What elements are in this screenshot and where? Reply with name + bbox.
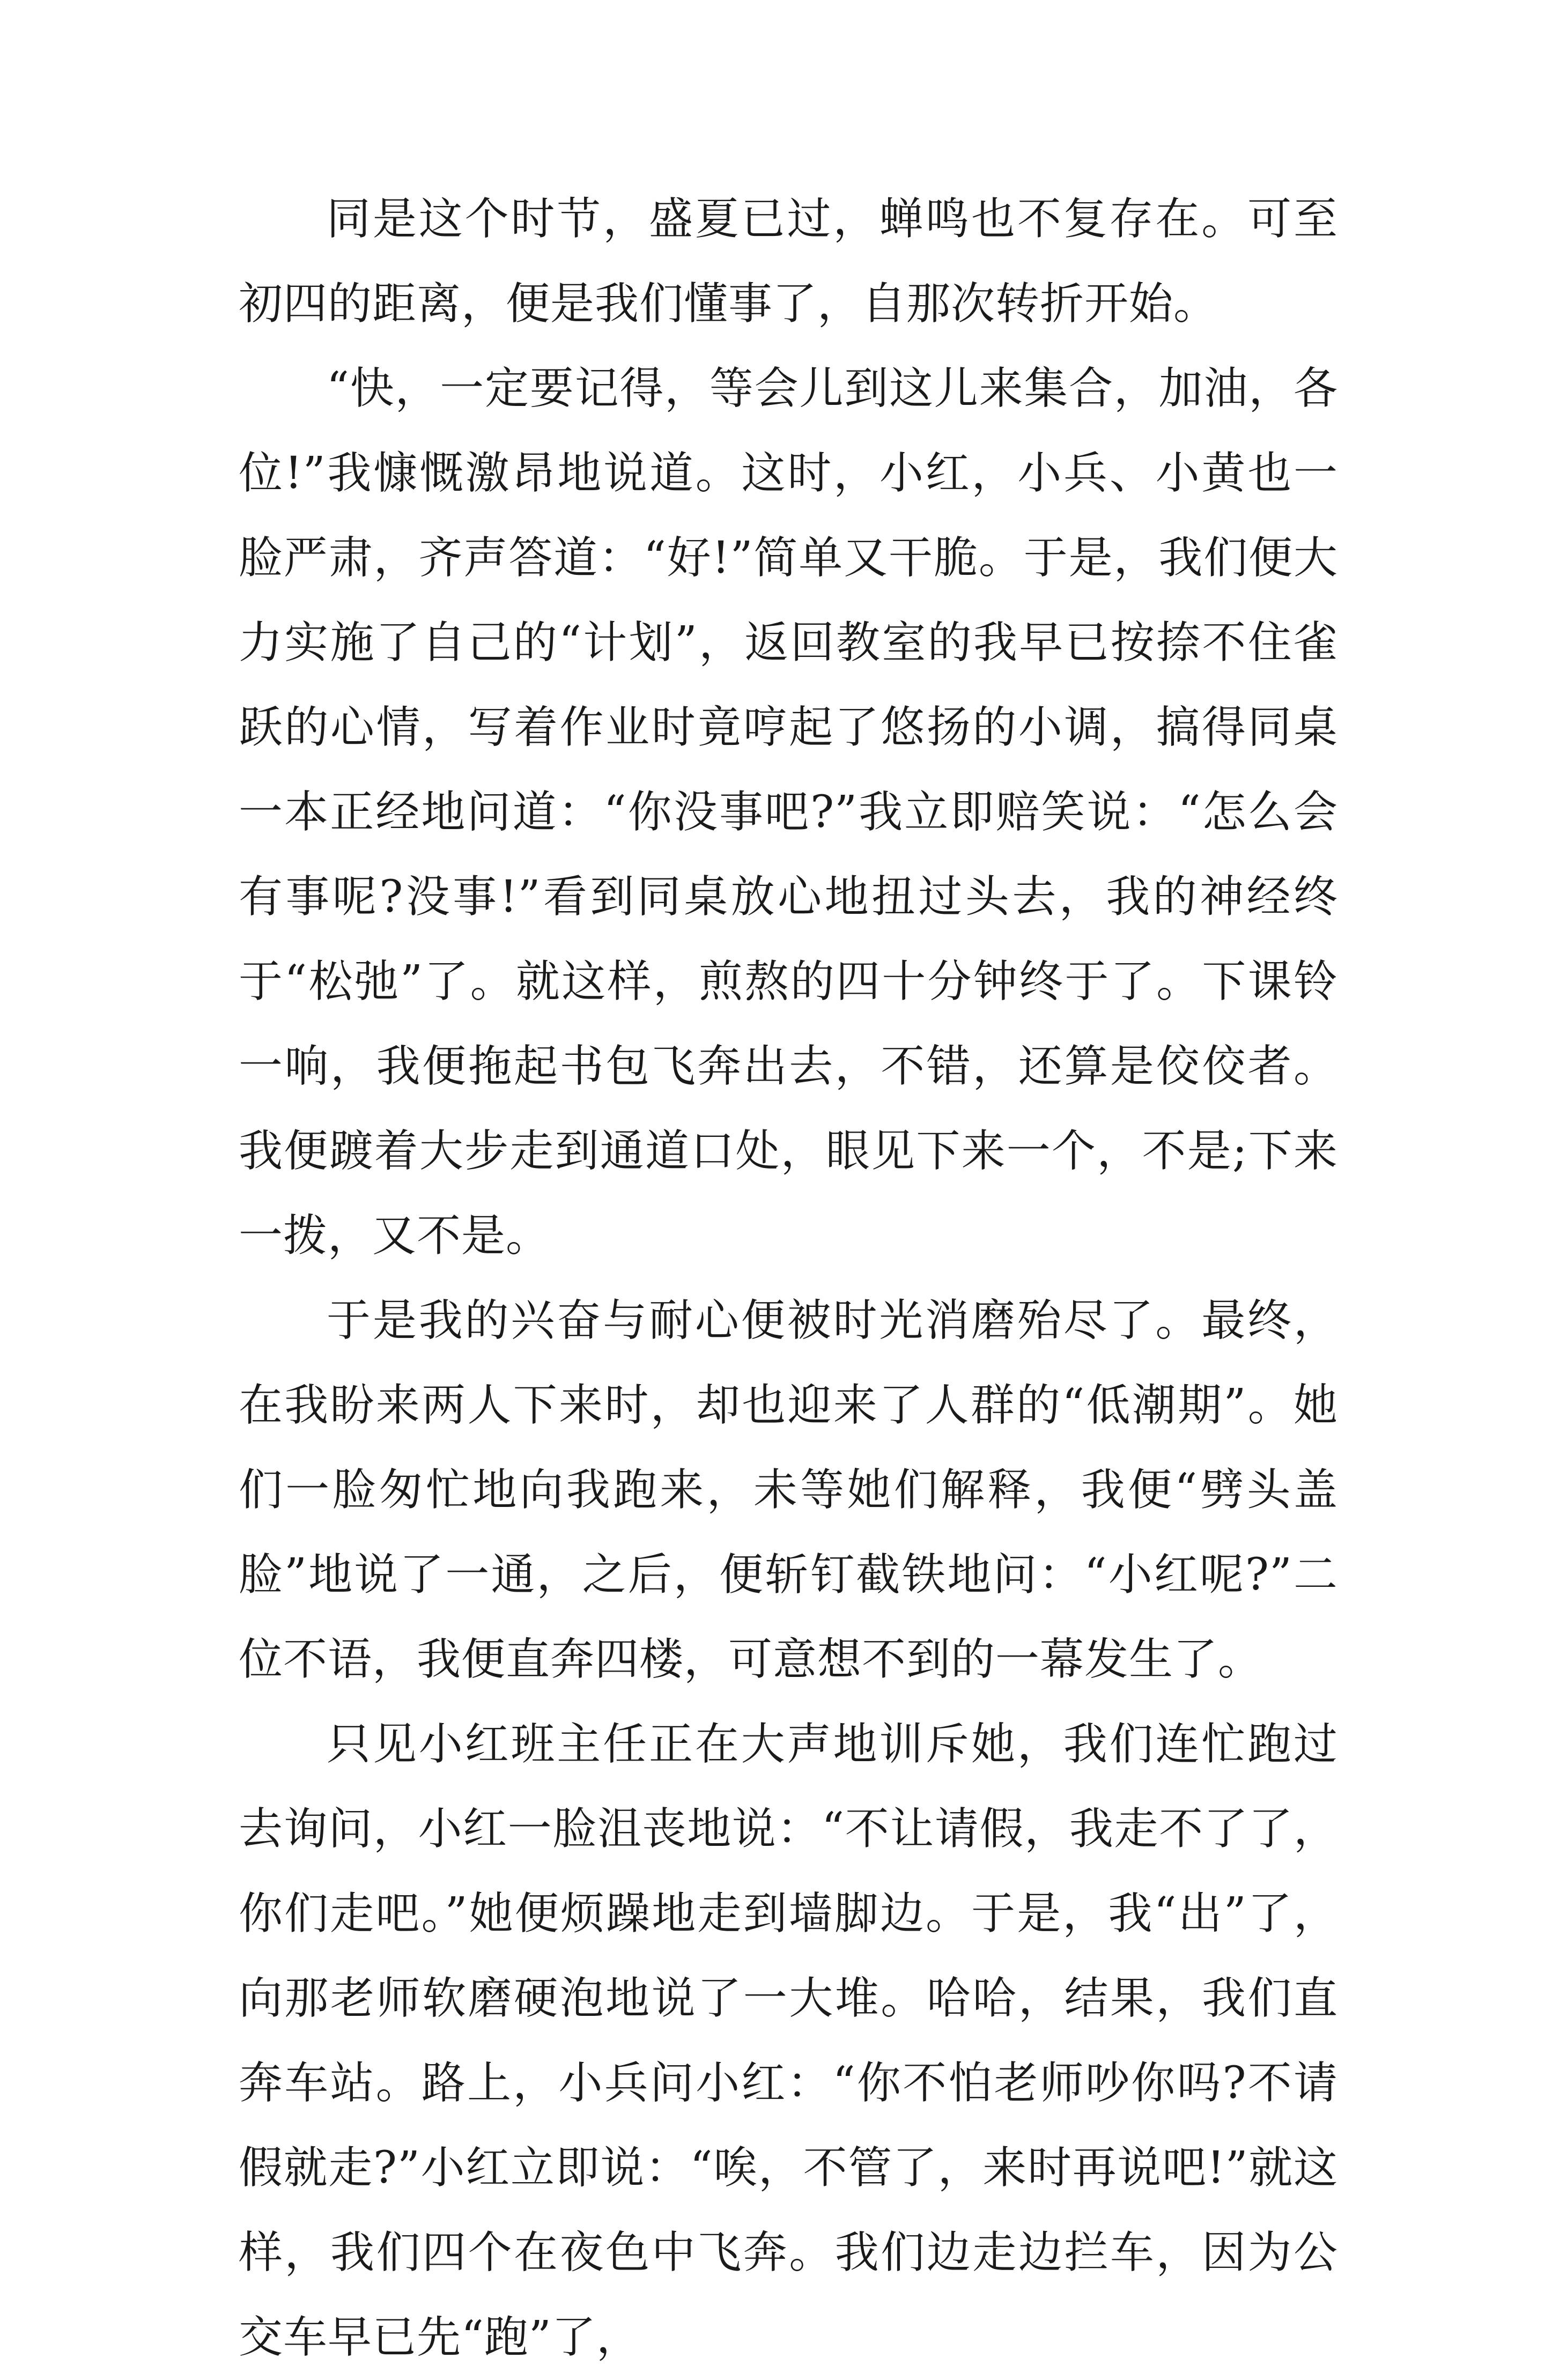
paragraph-4: 只见小红班主任正在大声地训斥她，我们连忙跑过去询问，小红一脸沮丧地说：“不让请假，我走不了了，你们走吧。”她便烦躁地走到墙脚边。于是，我“出”了，向那老师软磨硬泡地说了一大堆。哈哈，结果，我们直奔车站。路上，小兵问小红：“你不怕老师吵你吗?不请假就走?”小红立即说：“唉，不管了，来时再说吧!”就这样，我们四个在夜色中飞奔。我们边走边拦车，因为公交车早已先“跑”了， xyxy=(239,1719,1338,2363)
body-text xyxy=(239,177,1338,2380)
paragraph-3: 于是我的兴奋与耐心便被时光消磨殆尽了。最终，在我盼来两人下来时，却也迎来了人群的“低潮期”。她们一脸匆忙地向我跑来，未等她们解释，我便“劈头盖脸”地说了一通，之后，便斩钉截铁地问：“小红呢?”二位不语，我便直奔四楼，可意想不到的一幕发生了。 xyxy=(239,1295,1338,1685)
paragraph-2: “快，一定要记得，等会儿到这儿来集合，加油，各位!”我慷慨激昂地说道。这时，小红，小兵、小黄也一脸严肃，齐声答道：“好!”简单又干脆。于是，我们便大力实施了自己的“计划”，返回教室的我早已按捺不住雀跃的心情，写着作业时竟哼起了悠扬的小调，搞得同桌一本正经地问道：“你没事吧?”我立即赔笑说：“怎么会有事呢?没事!”看到同桌放心地扭过头去，我的神经终于“松弛”了。就这样，煎熬的四十分钟终于了。下课铃一响，我便拖起书包飞奔出去，不错，还算是佼佼者。我便踱着大步走到通道口处，眼见下来一个，不是;下来一拨，又不是。 xyxy=(239,363,1338,1261)
paragraph-1: 同是这个时节，盛夏已过，蝉鸣也不复存在。可至初四的距离，便是我们懂事了，自那次转折开始。 xyxy=(239,194,1338,329)
